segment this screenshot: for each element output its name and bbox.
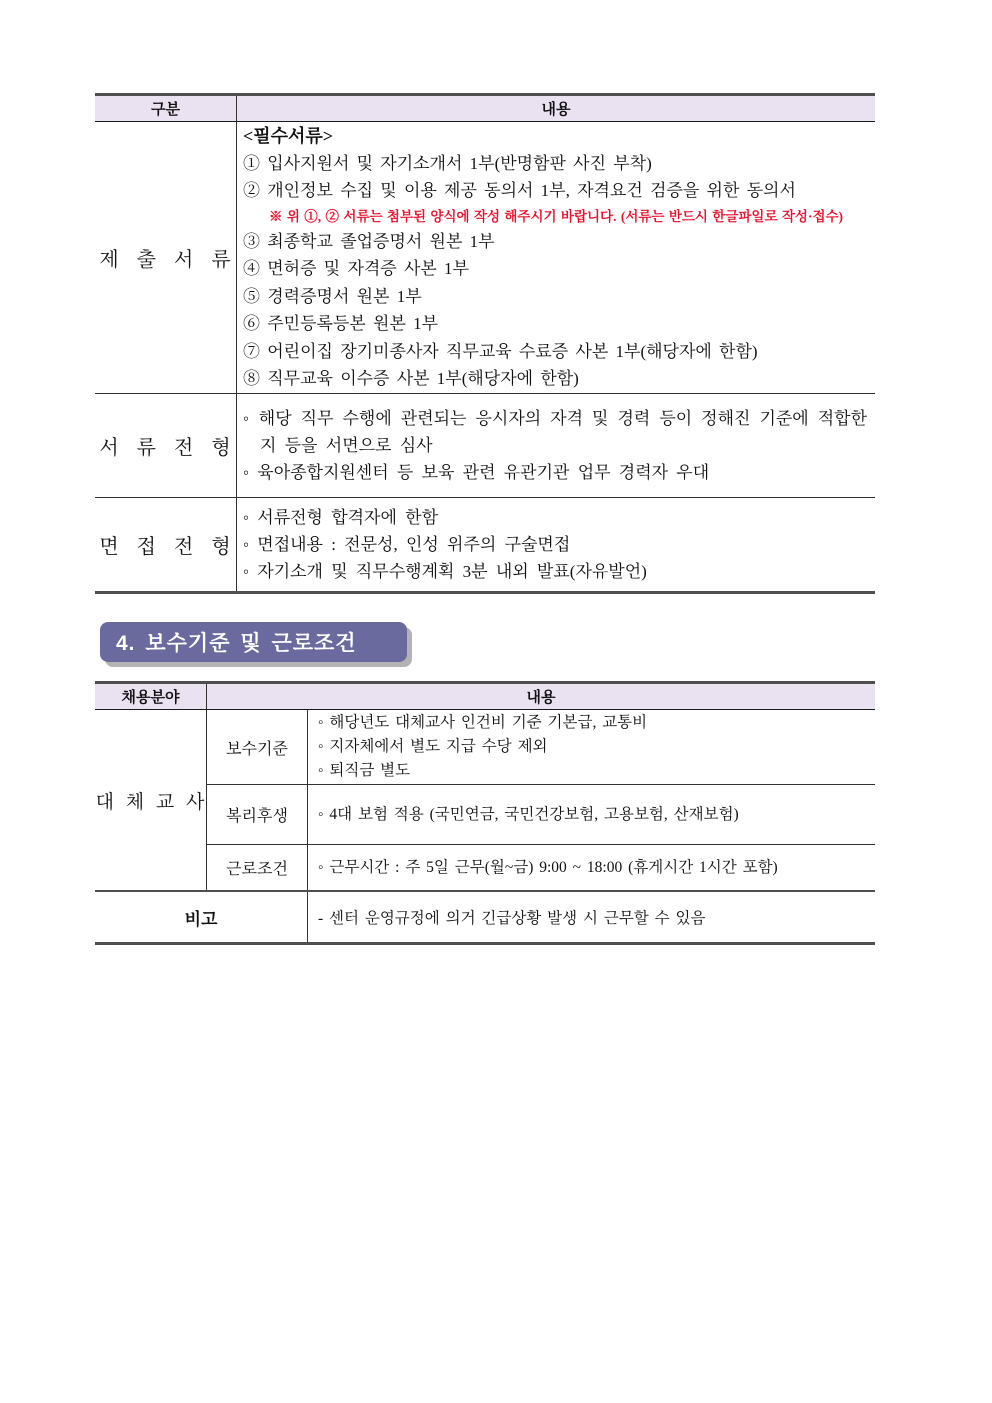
row-label-interview: 면 접 전 형	[95, 498, 237, 591]
welfare-content	[308, 785, 875, 845]
table1-row-document-screening	[95, 394, 875, 498]
pay-standard-content	[308, 710, 875, 785]
document-item-2: ② 개인정보 수집 및 이용 제공 동의서 1부, 자격요건 검증을 위한 동의서	[243, 181, 796, 200]
remark-row	[95, 890, 875, 942]
table1-header-content: 내용	[541, 101, 571, 118]
pay-bullet-1: ◦ 해당년도 대체교사 인건비 기준 기본급, 교통비	[318, 714, 648, 731]
compensation-conditions-table	[95, 681, 875, 945]
sub-label-welfare: 복리후생	[207, 785, 308, 845]
remark-label: 비고	[95, 892, 308, 942]
screening-bullet-2: ◦ 육아종합지원센터 등 보육 관련 유관기관 업무 경력자 우대	[243, 463, 710, 482]
document-item-8: ⑧ 직무교육 이수증 사본 1부(해당자에 한함)	[243, 369, 579, 388]
document-item-5: ⑤ 경력증명서 원본 1부	[243, 286, 422, 306]
document-item-1: ① 입사지원서 및 자기소개서 1부(반명함판 사진 부착)	[243, 153, 652, 173]
submission-documents-content	[237, 122, 875, 393]
interview-bullet-3: ◦ 자기소개 및 직무수행계획 3분 내외 발표(자유발언)	[243, 562, 647, 581]
working-hours-bullet: ◦ 근무시간 : 주 5일 근무(월~금) 9:00 ~ 18:00 (휴게시간 1시간 포함)	[318, 858, 778, 876]
table1-header-category: 구분	[95, 96, 237, 121]
table2-header-field: 채용분야	[95, 684, 207, 709]
table1-row-submission-documents	[95, 122, 875, 394]
interview-content	[237, 498, 875, 591]
working-conditions-content	[308, 845, 875, 890]
document-item-7: ⑦ 어린이집 장기미종사자 직무교육 수료증 사본 1부(해당자에 한함)	[243, 341, 758, 361]
required-documents-heading: <필수서류>	[243, 125, 334, 146]
sub-label-working-conditions: 근로조건	[207, 845, 308, 890]
interview-bullet-2: ◦ 면접내용 : 전문성, 인성 위주의 구술면접	[243, 535, 571, 554]
document-screening-content	[237, 394, 875, 497]
table1-row-interview	[95, 498, 875, 591]
interview-bullet-1: ◦ 서류전형 합격자에 한함	[243, 508, 438, 527]
document-item-3: ③ 최종학교 졸업증명서 원본 1부	[243, 231, 495, 251]
pay-bullet-2: ◦ 지자체에서 별도 지급 수당 제외	[318, 738, 548, 755]
pay-bullet-3: ◦ 퇴직금 별도	[318, 762, 411, 779]
submission-screening-table	[95, 93, 875, 594]
welfare-bullet-1: ◦ 4대 보험 적용 (국민연금, 국민건강보험, 고용보험, 산재보험)	[318, 805, 739, 823]
table2-header-content: 내용	[526, 689, 556, 706]
screening-bullet-1: ◦ 해당 직무 수행에 관련되는 응시자의 자격 및 경력 등이 정해진 기준에 적합한지 등을 서면으로 심사	[243, 409, 867, 455]
row-label-submission-documents: 제 출 서 류	[95, 122, 237, 393]
document-item-6: ⑥ 주민등록등본 원본 1부	[243, 314, 439, 333]
attachment-form-note: ※ 위 ①, ② 서류는 첨부된 양식에 작성 해주시기 바랍니다. (서류는 반드시 한글파일로 작성·접수)	[269, 208, 844, 224]
table2-body	[95, 710, 875, 890]
section-title-compensation: 4. 보수기준 및 근로조건	[100, 622, 407, 662]
remark-text: - 센터 운영규정에 의거 긴급상황 발생 시 근무할 수 있음	[318, 910, 706, 927]
row-label-document-screening: 서 류 전 형	[95, 394, 237, 497]
sub-label-pay-standard: 보수기준	[207, 710, 308, 785]
group-label-substitute-teacher: 대 체 교 사	[95, 710, 207, 890]
document-item-4: ④ 면허증 및 자격증 사본 1부	[243, 259, 469, 278]
table1-header-row	[95, 96, 875, 122]
table2-header-row	[95, 684, 875, 710]
